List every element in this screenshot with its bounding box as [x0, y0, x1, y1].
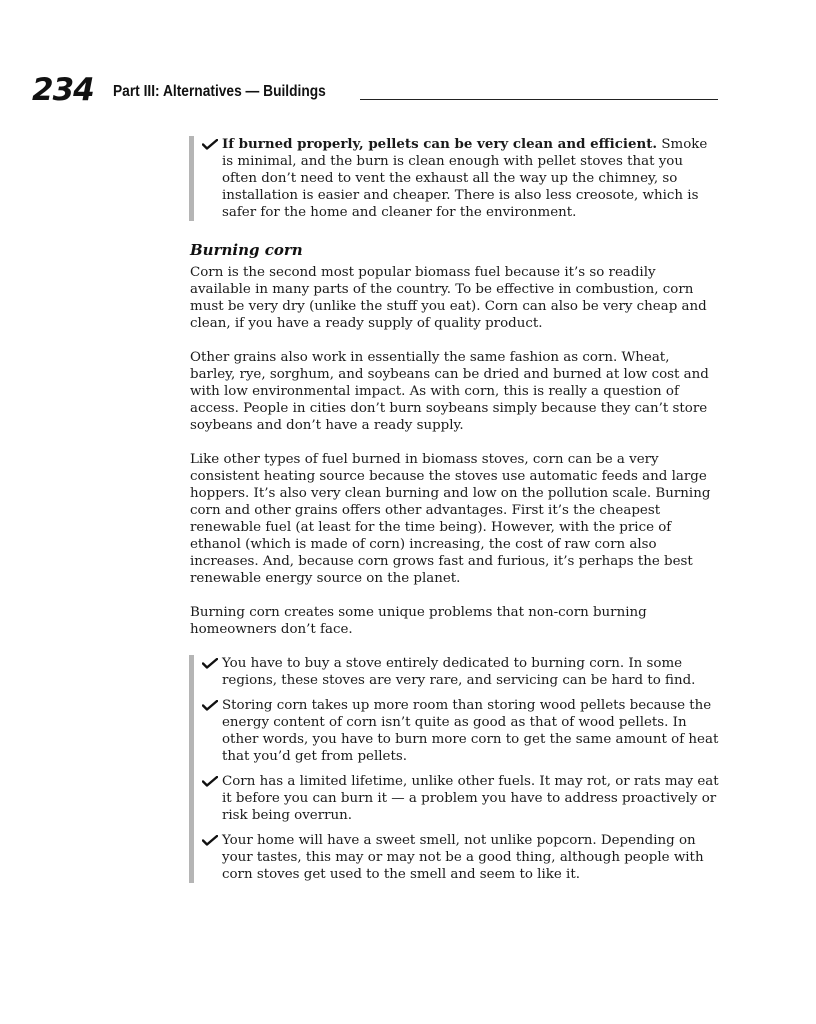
bullet-text: Your home will have a sweet smell, not unlike popcorn. Depending on your tastes, this may or may not be a good thing, although people with corn stoves get used to the smell and seem to like it.: [222, 833, 704, 882]
list-item: [194, 655, 722, 689]
bullet-text: Smoke is minimal, and the burn is clean enough with pellet stoves that you often don’t need to vent the exhaust all the way up the chimney, so installation is easier and cheaper. There is also less creosote, which is safer for the home and cleaner for the environment.: [222, 137, 708, 220]
page-header: [32, 70, 720, 110]
paragraph: Like other types of fuel burned in biomass stoves, corn can be a very consistent heating source because the stoves use automatic feeds and large hoppers. It’s also very clean burning and low on the pollution scale. Burning corn and other grains offers other advantages. First it’s the cheapest renewable fuel (at least for the time being). However, with the price of ethanol (which is made of corn) increasing, the cost of raw corn also increases. And, because corn grows fast and furious, it’s perhaps the best renewable energy source on the planet.: [190, 452, 711, 586]
list-item: [194, 136, 722, 221]
bullet-lead: If burned properly, pellets can be very clean and efficient.: [222, 136, 658, 152]
check-icon: [202, 835, 218, 846]
check-icon: [202, 658, 218, 669]
list-item: [194, 773, 722, 824]
body-text: [190, 264, 718, 655]
bullet-text: Storing corn takes up more room than storing wood pellets because the energy content of corn isn’t quite as good as that of wood pellets. In other words, you have to burn more corn to get the same amount of heat that you’d get from pellets.: [222, 698, 719, 764]
check-icon: [202, 776, 218, 787]
running-head: Part III: Alternatives — Buildings: [113, 83, 326, 100]
bullet-text: Corn has a limited lifetime, unlike other fuels. It may rot, or rats may eat it before you can burn it — a problem you have to address proactively or risk being overrun.: [222, 774, 719, 823]
section-heading: Burning corn: [190, 241, 303, 259]
list-item: [194, 832, 722, 883]
bullet-text: You have to buy a stove entirely dedicated to burning corn. In some regions, these stoves are very rare, and servicing can be hard to find.: [222, 656, 696, 688]
check-icon: [202, 139, 218, 150]
paragraph: Other grains also work in essentially the same fashion as corn. Wheat, barley, rye, sorghum, and soybeans can be dried and burned at low cost and with low environmental impact. As with corn, this is really a question of access. People in cities don’t burn soybeans simply because they can’t store soybeans and don’t have a ready supply.: [190, 350, 709, 433]
top-bullet-list: [194, 136, 722, 221]
header-rule: [360, 99, 718, 100]
list-item: [194, 697, 722, 765]
check-icon: [202, 700, 218, 711]
bottom-bullet-list: [194, 655, 722, 883]
top-bullet-block: [189, 136, 722, 221]
page-number: 234: [32, 72, 94, 108]
paragraph: Burning corn creates some unique problems that non-corn burning homeowners don’t face.: [190, 605, 647, 637]
paragraph: Corn is the second most popular biomass fuel because it’s so readily available in many parts of the country. To be effective in combustion, corn must be very dry (unlike the stuff you eat). Corn can also be very cheap and clean, if you have a ready supply of quality product.: [190, 265, 707, 331]
bottom-bullet-block: [189, 655, 722, 883]
